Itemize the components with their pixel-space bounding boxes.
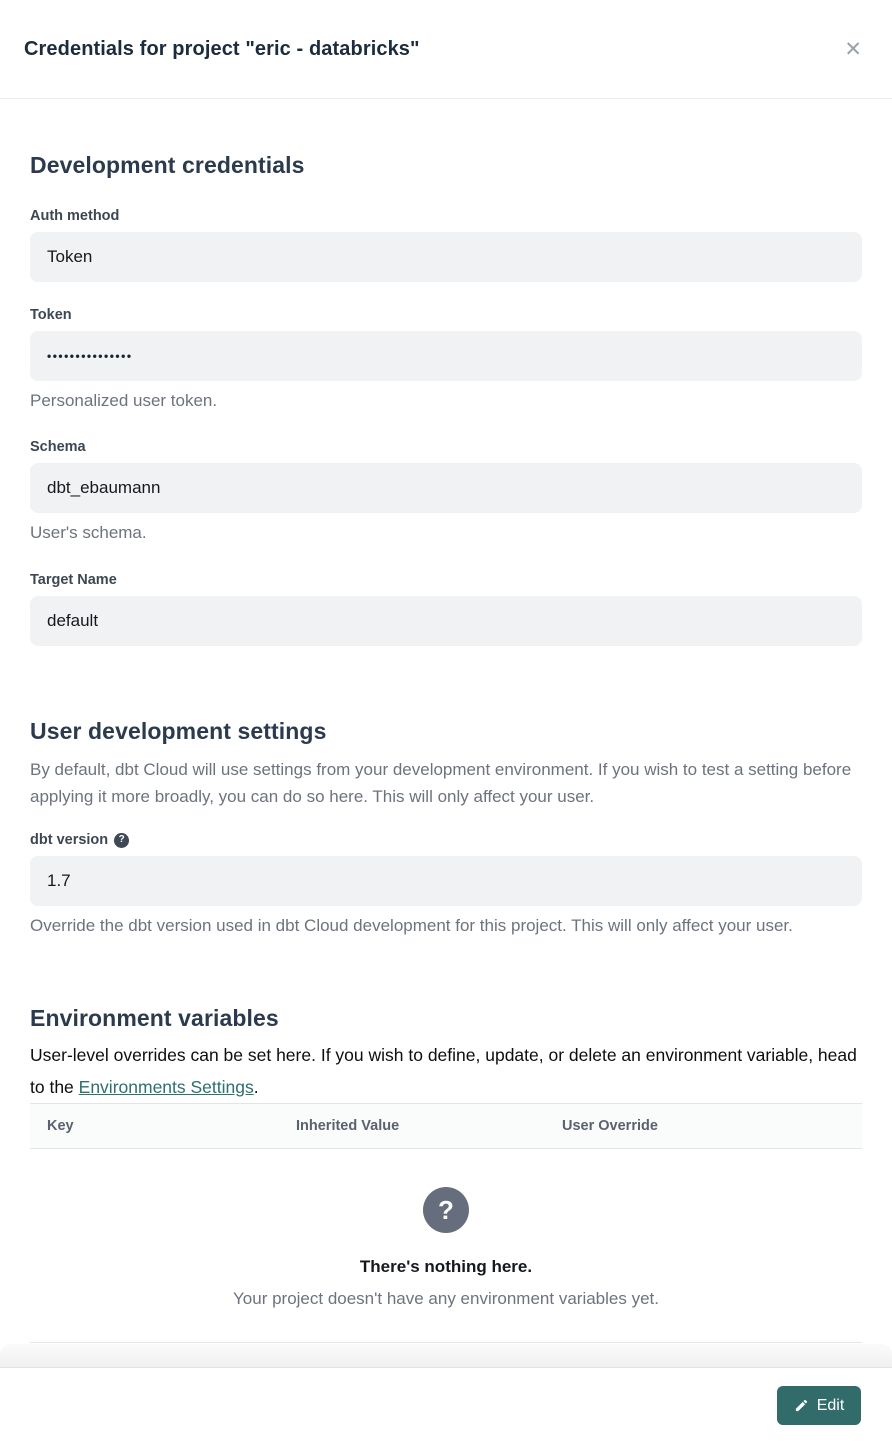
bottom-divider xyxy=(30,1342,862,1343)
schema-label: Schema xyxy=(30,439,86,455)
dbt-version-value: 1.7 xyxy=(47,871,71,890)
pencil-icon xyxy=(794,1398,809,1413)
environment-variables-description xyxy=(30,1039,862,1103)
auth-method-value: Token xyxy=(47,247,93,266)
help-question-icon[interactable]: ? xyxy=(114,833,129,848)
modal-header xyxy=(0,0,892,99)
environments-settings-link[interactable]: Environments Settings xyxy=(78,1077,254,1097)
empty-state-title: There's nothing here. xyxy=(359,1257,533,1276)
env-vars-empty-state xyxy=(30,1149,862,1309)
token-input[interactable] xyxy=(30,331,862,381)
edit-button[interactable] xyxy=(777,1386,861,1425)
dbt-version-label: dbt version xyxy=(30,832,109,848)
environment-variables-heading: Environment variables xyxy=(30,1005,279,1031)
modal-footer xyxy=(0,1368,892,1441)
schema-value: dbt_ebaumann xyxy=(47,478,161,497)
schema-input[interactable] xyxy=(30,463,862,513)
schema-help-text: User's schema. xyxy=(30,523,147,542)
column-header-inherited-value: Inherited Value xyxy=(296,1118,400,1134)
envvar-desc-suffix: . xyxy=(253,1077,259,1097)
token-label: Token xyxy=(30,307,72,323)
question-mark-icon: ? xyxy=(423,1187,469,1233)
column-header-user-override: User Override xyxy=(562,1118,658,1134)
envvar-desc-prefix: User-level overrides can be set here. If you wish to define, update, or delete an environment variable, head to the xyxy=(30,1045,857,1097)
column-header-key: Key xyxy=(47,1118,74,1134)
auth-method-input[interactable] xyxy=(30,232,862,282)
development-credentials-heading: Development credentials xyxy=(30,152,305,178)
empty-state-subtitle: Your project doesn't have any environment variables yet. xyxy=(233,1289,659,1308)
env-vars-table-header xyxy=(30,1103,862,1149)
target-name-value: default xyxy=(47,611,99,630)
edit-button-label: Edit xyxy=(816,1396,845,1414)
modal-title: Credentials for project "eric - databricks" xyxy=(24,37,420,60)
user-development-settings-description: By default, dbt Cloud will use settings from your development environment. If you wish to test a setting before applying it more broadly, you can do so here. This will only affect your user. xyxy=(30,760,852,806)
footer-shadow-band xyxy=(0,1344,892,1368)
token-masked-value: ••••••••••••••• xyxy=(47,349,133,363)
token-help-text: Personalized user token. xyxy=(30,391,218,410)
close-icon[interactable]: ✕ xyxy=(840,35,866,64)
target-name-input[interactable] xyxy=(30,596,862,646)
dbt-version-help-text: Override the dbt version used in dbt Cloud development for this project. This will only affect your user. xyxy=(30,916,793,935)
target-name-label: Target Name xyxy=(30,572,117,588)
auth-method-label: Auth method xyxy=(30,208,120,224)
dbt-version-input[interactable] xyxy=(30,856,862,906)
modal-body xyxy=(0,99,892,1344)
user-development-settings-heading: User development settings xyxy=(30,718,327,744)
dbt-version-label-row xyxy=(30,831,862,849)
